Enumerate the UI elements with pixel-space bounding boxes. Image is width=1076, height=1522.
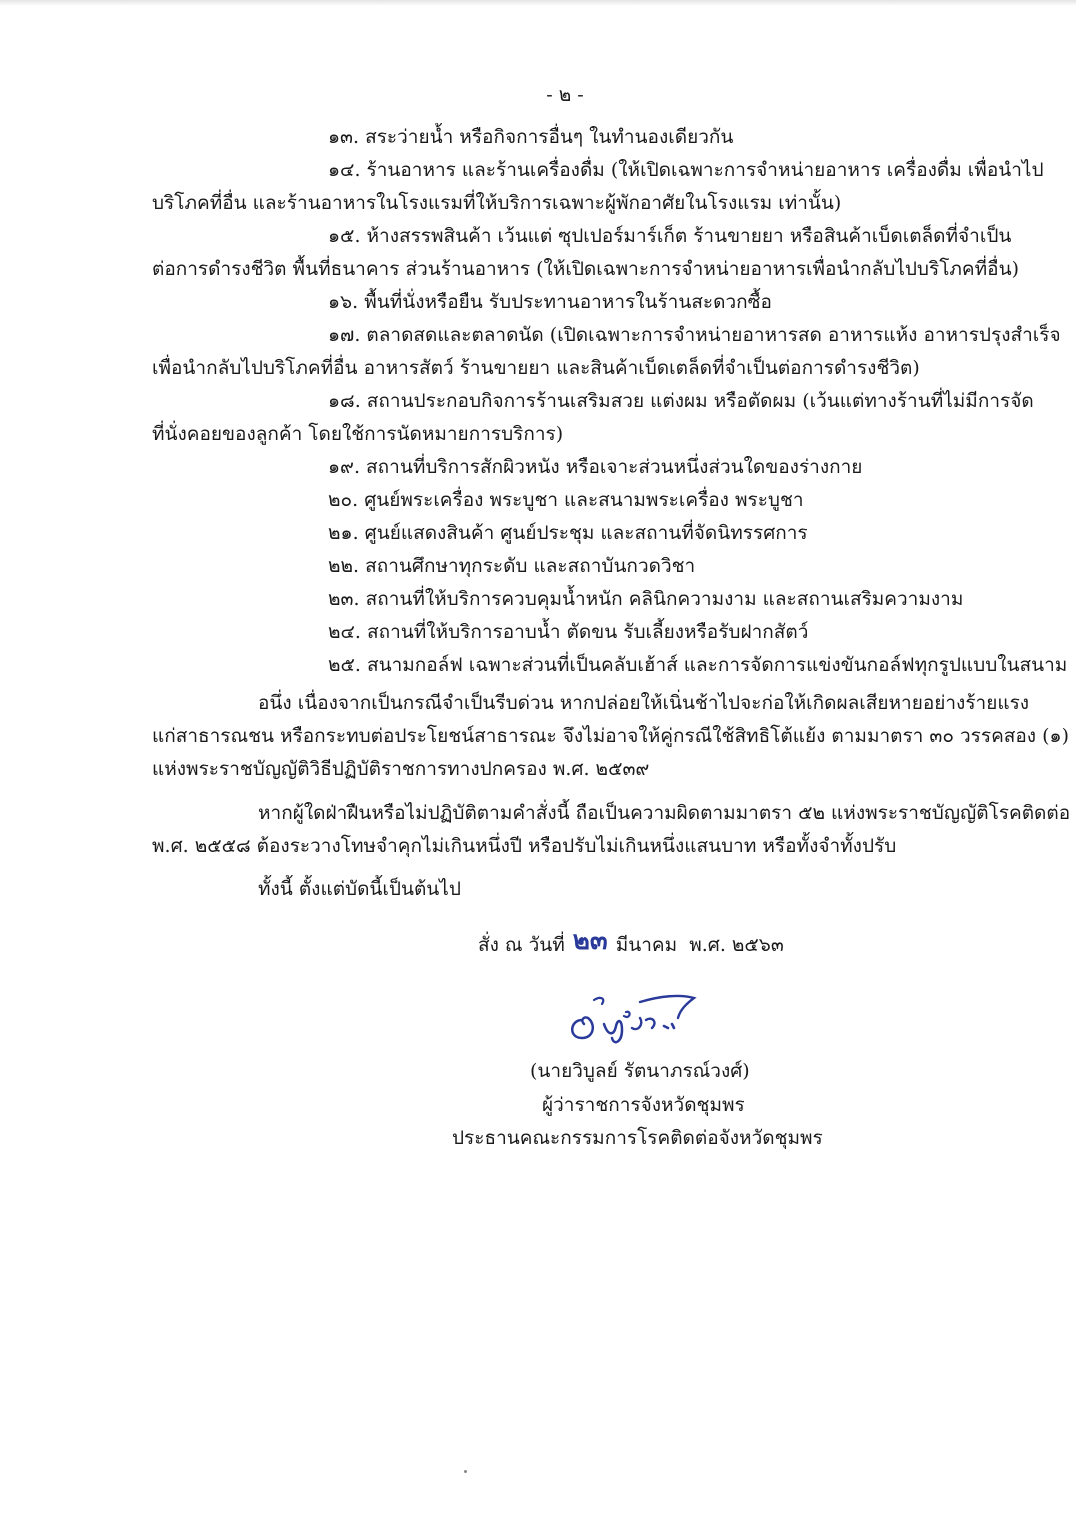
item-24: ๒๔. สถานที่ให้บริการอาบน้ำ ตัดขน รับเลี้ยงหรือรับฝากสัตว์ (328, 621, 809, 643)
item-23: ๒๓. สถานที่ให้บริการควบคุมน้ำหนัก คลินิกความงาม และสถานเสริมความงาม (328, 588, 964, 610)
paragraph-penalty-first: หากผู้ใดฝ่าฝืนหรือไม่ปฏิบัติตามคำสั่งนี้ ถือเป็นความผิดตามมาตรา ๕๒ แห่งพระราชบัญญัติโรคติดต่อ (258, 802, 1071, 824)
paragraph-penalty-line2: พ.ศ. ๒๕๕๘ ต้องระวางโทษจำคุกไม่เกินหนึ่งปี หรือปรับไม่เกินหนึ่งแสนบาท หรือทั้งจำทั้งปรับ (152, 835, 897, 857)
date-prefix: สั่ง ณ วันที่ (478, 934, 565, 956)
signer-committee-title: ประธานคณะกรรมการโรคติดต่อจังหวัดชุมพร (452, 1127, 823, 1149)
page-number: - ๒ - (546, 84, 584, 106)
date-year: พ.ศ. ๒๕๖๓ (689, 934, 784, 956)
item-18-cont: ที่นั่งคอยของลูกค้า โดยใช้การนัดหมายการบริการ) (152, 423, 564, 445)
item-21: ๒๑. ศูนย์แสดงสินค้า ศูนย์ประชุม และสถานที่จัดนิทรรศการ (328, 522, 808, 544)
paragraph-urgent-line2: แก่สาธารณชน หรือกระทบต่อประโยชน์สาธารณะ จึงไม่อาจให้คู่กรณีใช้สิทธิโต้แย้ง ตามมาตรา ๓๐ วรรคสอง (๑) (152, 725, 1070, 747)
item-14-cont: บริโภคที่อื่น และร้านอาหารในโรงแรมที่ให้บริการเฉพาะผู้พักอาศัยในโรงแรม เท่านั้น) (152, 192, 842, 214)
paragraph-urgent-first: อนึ่ง เนื่องจากเป็นกรณีจำเป็นรีบด่วน หากปล่อยให้เนิ่นช้าไปจะก่อให้เกิดผลเสียหายอย่างร้ายแรง (258, 692, 1030, 714)
signer-position: ผู้ว่าราชการจังหวัดชุมพร (542, 1094, 745, 1116)
signer-name: (นายวิบูลย์ รัตนาภรณ์วงศ์) (530, 1060, 750, 1082)
item-17-cont: เพื่อนำกลับไปบริโภคที่อื่น อาหารสัตว์ ร้านขายยา และสินค้าเบ็ดเตล็ดที่จำเป็นต่อการดำรงชีวิต) (152, 357, 920, 379)
effective-statement: ทั้งนี้ ตั้งแต่บัดนี้เป็นต้นไป (258, 878, 461, 900)
item-25: ๒๕. สนามกอล์ฟ เฉพาะส่วนที่เป็นคลับเฮ้าส์ และการจัดการแข่งขันกอล์ฟทุกรูปแบบในสนาม (328, 654, 1068, 676)
paragraph-urgent-line3: แห่งพระราชบัญญัติวิธีปฏิบัติราชการทางปกครอง พ.ศ. ๒๕๓๙ (152, 758, 650, 780)
item-17: ๑๗. ตลาดสดและตลาดนัด (เปิดเฉพาะการจำหน่ายอาหารสด อาหารแห้ง อาหารปรุงสำเร็จ (328, 324, 1061, 346)
item-15: ๑๕. ห้างสรรพสินค้า เว้นแต่ ซุปเปอร์มาร์เก็ต ร้านขายยา หรือสินค้าเบ็ดเตล็ดที่จำเป็น (328, 225, 1012, 247)
date-day-handwritten: ๒๓ (572, 926, 608, 956)
item-14: ๑๔. ร้านอาหาร และร้านเครื่องดื่ม (ให้เปิดเฉพาะการจำหน่ายอาหาร เครื่องดื่ม เพื่อนำไป (328, 159, 1044, 181)
item-20: ๒๐. ศูนย์พระเครื่อง พระบูชา และสนามพระเครื่อง พระบูชา (328, 489, 804, 511)
handwritten-signature (560, 990, 710, 1050)
item-15-cont: ต่อการดำรงชีวิต พื้นที่ธนาคาร ส่วนร้านอาหาร (ให้เปิดเฉพาะการจำหน่ายอาหารเพื่อนำกลับไปบริโภคที่อื่น) (152, 258, 1019, 280)
item-22: ๒๒. สถานศึกษาทุกระดับ และสถาบันกวดวิชา (328, 555, 696, 577)
item-13: ๑๓. สระว่ายน้ำ หรือกิจการอื่นๆ ในทำนองเดียวกัน (328, 126, 734, 148)
order-date (478, 922, 784, 963)
scan-speck (464, 1470, 467, 1473)
item-18: ๑๘. สถานประกอบกิจการร้านเสริมสวย แต่งผม หรือตัดผม (เว้นแต่ทางร้านที่ไม่มีการจัด (328, 390, 1034, 412)
item-19: ๑๙. สถานที่บริการสักผิวหนัง หรือเจาะส่วนหนึ่งส่วนใดของร่างกาย (328, 456, 863, 478)
item-16: ๑๖. พื้นที่นั่งหรือยืน รับประทานอาหารในร้านสะดวกซื้อ (328, 291, 772, 313)
date-month: มีนาคม (615, 934, 678, 956)
